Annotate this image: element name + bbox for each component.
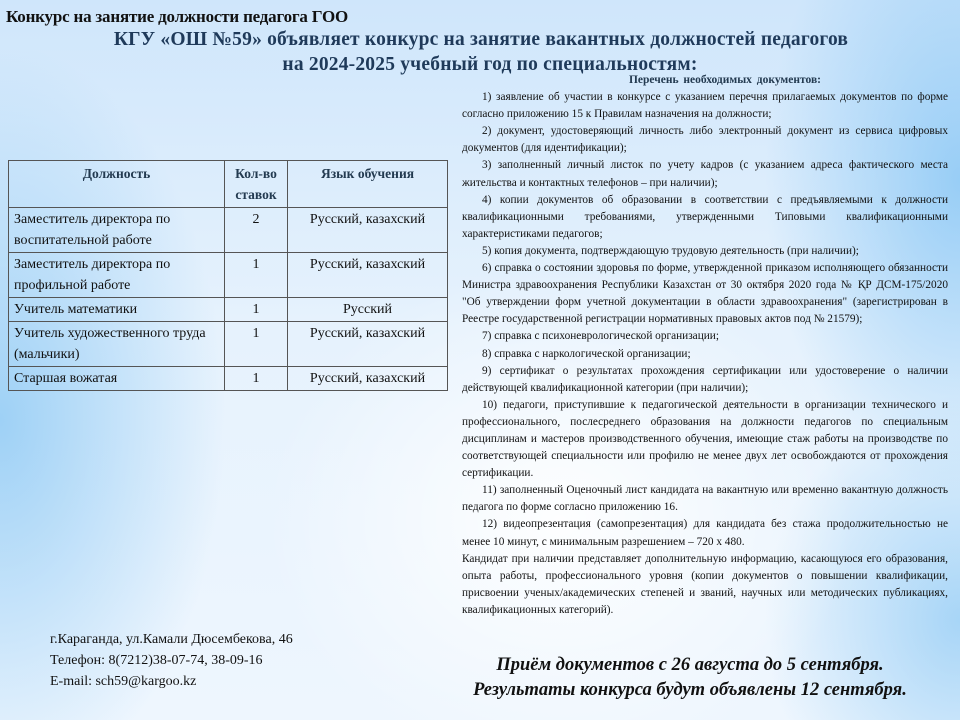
cell-position: Заместитель директора по профильной работе <box>9 253 225 298</box>
cell-count: 1 <box>225 253 288 298</box>
document-item: 5) копия документа, подтверждающую трудовую деятельность (при наличии); <box>482 244 859 257</box>
contacts-block <box>50 629 293 692</box>
table-row <box>9 322 448 367</box>
announcement-title <box>0 27 960 77</box>
documents-title: Перечень необходимых документов: <box>628 74 822 86</box>
document-item: 3) заполненный личный листок по учету кадров (с указанием адреса фактического места жительства и контактных телефонов – при наличии); <box>462 159 948 189</box>
column-header-position: Должность <box>9 161 225 208</box>
cell-count: 1 <box>225 298 288 322</box>
table-row <box>9 367 448 391</box>
results-date: Результаты конкурса будут объявлены 12 сентября. <box>473 680 907 700</box>
cell-position: Учитель художественного труда (мальчики) <box>9 322 225 367</box>
additional-info-note: Кандидат при наличии представляет дополнительную информацию, касающуюся его образования, опыта работы, профессионального уровня (копии документов о повышении квалификации, присвоении ученых/академических степеней и званий, научных или методических публикациях, квалификационных категорий). <box>462 552 948 616</box>
document-item: 12) видеопрезентация (самопрезентация) для кандидата без стажа продолжительностью не менее 10 минут, с минимальным разрешением – 720 x 480. <box>462 518 948 548</box>
document-item: 4) копии документов об образовании в соответствии с предъявляемыми к должности квалификационными требованиями, утвержденными Типовыми квалификационными характеристиками педагогов; <box>462 193 948 240</box>
address: г.Караганда, ул.Камали Дюсембекова, 46 <box>50 632 293 647</box>
table-header-row <box>9 161 448 208</box>
cell-language: Русский, казахский <box>288 208 448 253</box>
document-item: 8) справка с наркологической организации; <box>482 347 691 360</box>
phone: Телефон: 8(7212)38-07-74, 38-09-16 <box>50 653 263 668</box>
cell-language: Русский, казахский <box>288 253 448 298</box>
document-item: 10) педагоги, приступившие к педагогической деятельности в организации технического и профессионального, послесреднего образования на должности педагогов по специальным дисциплинам и мастеров производственного обучения, имеющие стаж работы на производстве по соответствующей специальности или профилю не менее двух лет освобождаются от прохождения сертификации. <box>462 398 948 480</box>
table-row <box>9 208 448 253</box>
cell-count: 1 <box>225 322 288 367</box>
cell-position: Заместитель директора по воспитательной работе <box>9 208 225 253</box>
document-item: 1) заявление об участии в конкурсе с указанием перечня прилагаемых документов по форме согласно приложению 15 к Правилам назначения на должности; <box>462 91 948 121</box>
cell-language: Русский <box>288 298 448 322</box>
cell-position: Старшая вожатая <box>9 367 225 391</box>
document-item: 7) справка с психоневрологической организации; <box>482 330 719 343</box>
cell-language: Русский, казахский <box>288 367 448 391</box>
cell-count: 1 <box>225 367 288 391</box>
announcement-line-2: на 2024-2025 учебный год по специальностям: <box>282 54 698 75</box>
deadlines-block <box>420 653 960 703</box>
vacancies-table <box>8 160 448 391</box>
top-title: Конкурс на занятие должности педагога ГОО <box>6 7 348 26</box>
document-item: 6) справка о состоянии здоровья по форме, утвержденной приказом исполняющего обязанности Министра здравоохранения Республики Казахстан от 30 октября 2020 года № ҚР ДСМ-175/2020 "Об утверждении форм учетной документации в области здравоохранения" (зарегистрирован в Реестре государственной регистрации нормативных правовых актов под № 21579); <box>462 262 948 326</box>
documents-list <box>462 72 948 619</box>
cell-language: Русский, казахский <box>288 322 448 367</box>
cell-count: 2 <box>225 208 288 253</box>
document-item: 2) документ, удостоверяющий личность либо электронный документ из сервиса цифровых документов (для идентификации); <box>462 125 948 155</box>
email: E-mail: sch59@kargoo.kz <box>50 674 197 689</box>
cell-position: Учитель математики <box>9 298 225 322</box>
column-header-language: Язык обучения <box>288 161 448 208</box>
table-row <box>9 298 448 322</box>
document-item: 9) сертификат о результатах прохождения сертификации или удостоверение о наличии действующей квалификационной категории (при наличии); <box>462 364 948 394</box>
document-item: 11) заполненный Оценочный лист кандидата на вакантную или временно вакантную должность педагога по форме согласно приложению 16. <box>462 484 948 514</box>
announcement-line-1: КГУ «ОШ №59» объявляет конкурс на занятие вакантных должностей педагогов <box>113 29 849 50</box>
table-row <box>9 253 448 298</box>
acceptance-dates: Приём документов с 26 августа до 5 сентября. <box>496 655 884 675</box>
column-header-count: Кол-во ставок <box>225 161 288 208</box>
